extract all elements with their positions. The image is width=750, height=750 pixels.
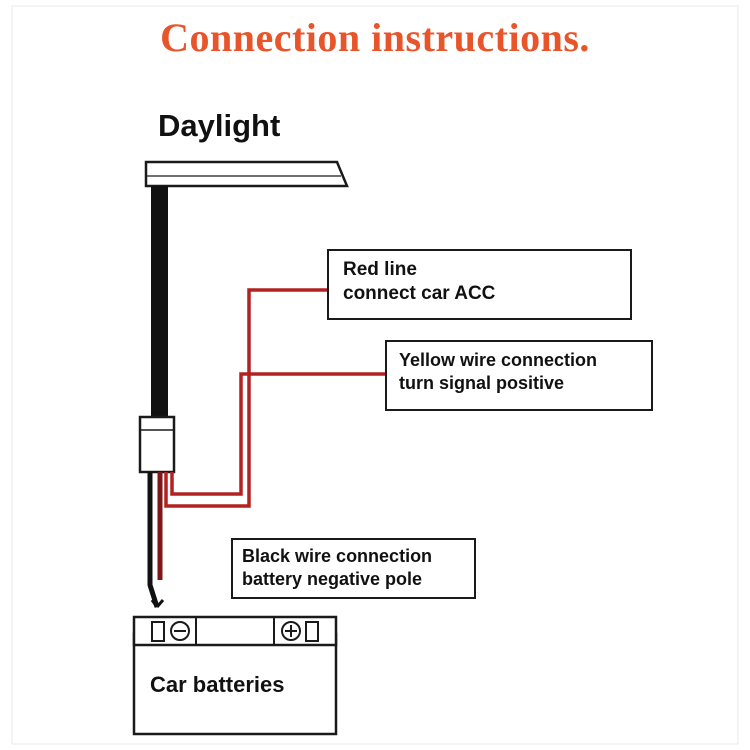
page-title: Connection instructions. xyxy=(160,15,590,60)
callout-black-line-2: battery negative pole xyxy=(242,569,423,590)
callout-black-line-1: Black wire connection xyxy=(242,546,433,566)
label-daylight: Daylight xyxy=(158,108,281,143)
callout-red-line xyxy=(327,249,632,320)
cable-connector xyxy=(140,417,174,472)
callout-yellow-wire xyxy=(385,340,653,411)
red-wire-acc xyxy=(166,290,327,506)
callout-yellow-line-1: Yellow wire connection xyxy=(399,350,598,370)
main-cable xyxy=(140,186,174,472)
callout-yellow-line-2: turn signal positive xyxy=(399,373,565,394)
label-car-batteries: Car batteries xyxy=(150,672,285,697)
callout-red-line-1: Red line xyxy=(343,259,417,280)
yellow-wire-turn-signal xyxy=(172,374,385,494)
callout-black-wire xyxy=(231,538,476,599)
callout-red-line-2: connect car ACC xyxy=(343,283,496,305)
daylight-lamp xyxy=(146,162,347,186)
